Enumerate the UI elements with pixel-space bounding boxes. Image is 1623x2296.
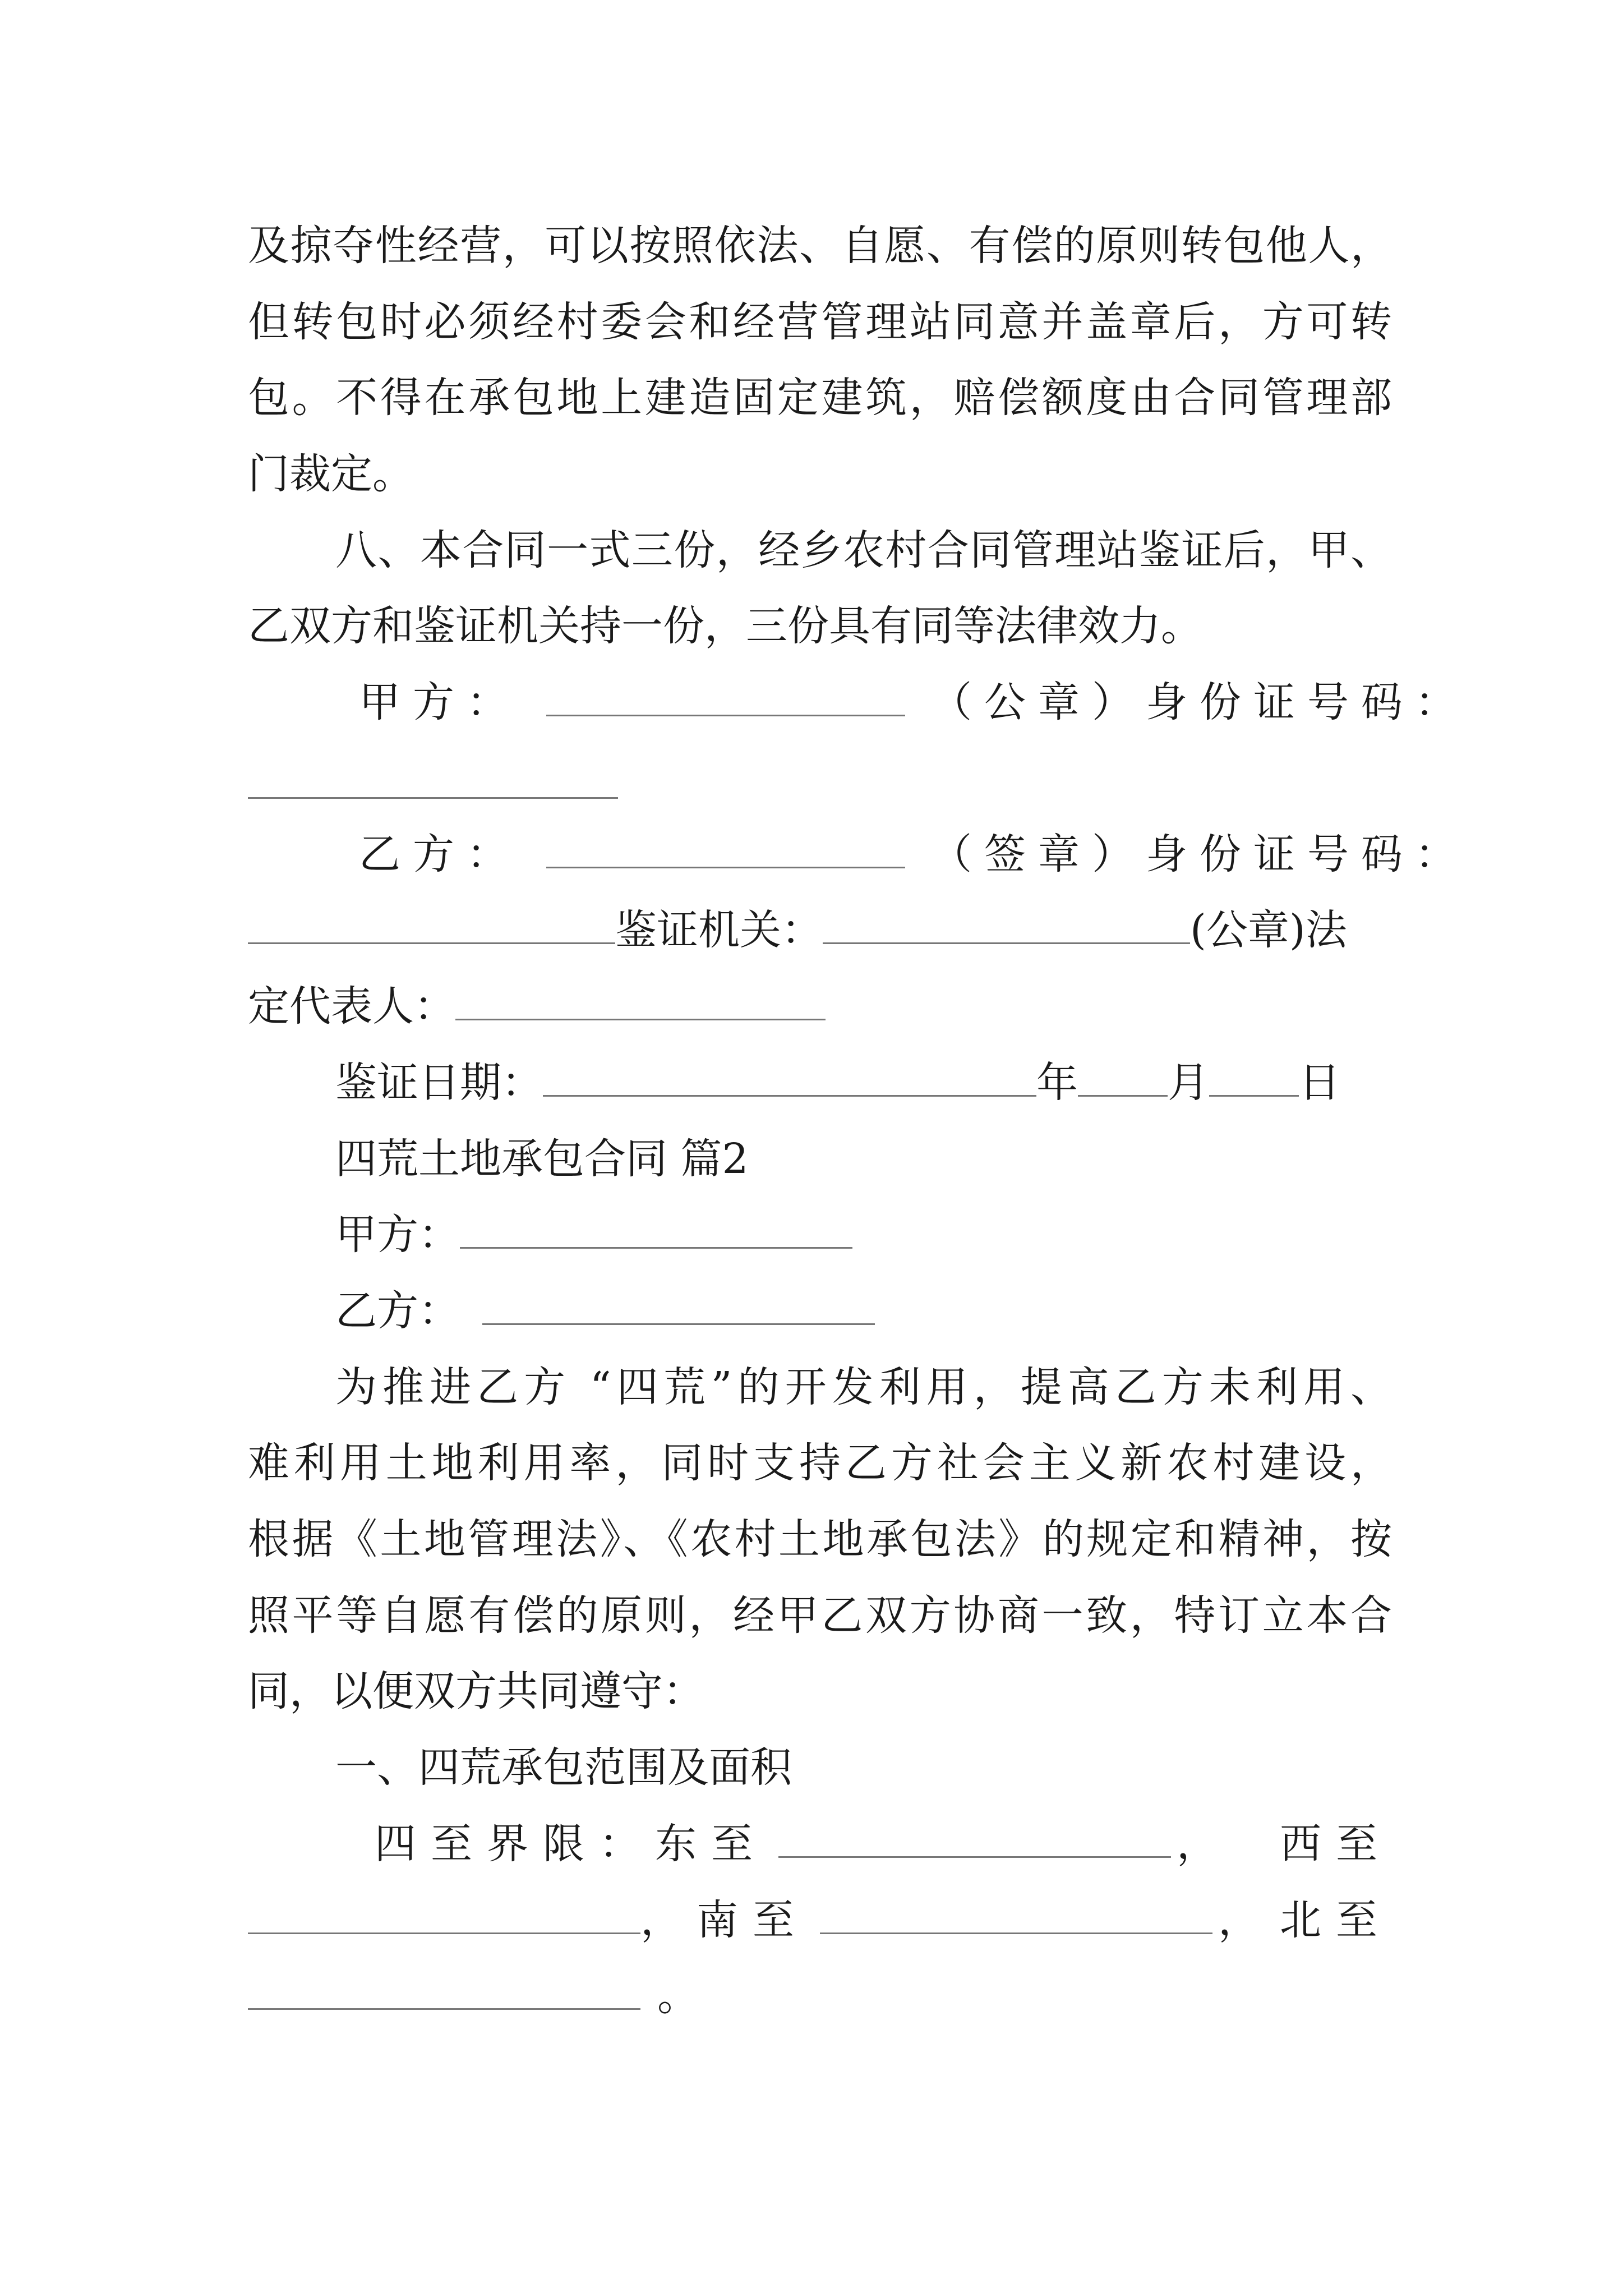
party-b-name-blank[interactable] (546, 827, 905, 868)
paragraph-line: 门裁定。 (248, 450, 414, 498)
party-b-seal-label: （签章）身份证号码： (930, 830, 1469, 878)
contract-2-party-a-row (335, 1201, 1392, 1268)
year-label: 年 (1036, 1059, 1078, 1107)
north-boundary-blank[interactable] (248, 1969, 640, 2010)
preamble-line: 同，以便双方共同遵守： (248, 1667, 704, 1715)
authority-label: 鉴证机关： (615, 906, 823, 954)
month-label: 月 (1168, 1059, 1209, 1107)
party-a-name-blank[interactable] (546, 675, 905, 716)
section-1-heading: 一、四荒承包范围及面积 (335, 1743, 792, 1792)
north-label: 北至 (1280, 1896, 1392, 1944)
contract-2-party-a-blank[interactable] (460, 1208, 852, 1249)
legal-rep-blank[interactable] (455, 979, 826, 1020)
date-blank[interactable] (543, 1056, 1036, 1097)
preamble-line: 根据《土地管理法》、《农村土地承包法》的规定和精神，按 (248, 1515, 1392, 1563)
contract-2-title: 四荒土地承包合同 篇2 (335, 1135, 749, 1183)
day-label: 日 (1299, 1059, 1340, 1107)
party-a-seal-label: （公章）身份证号码： (930, 678, 1469, 726)
east-boundary-blank[interactable] (778, 1817, 1171, 1858)
boundaries-row-1 (375, 1810, 1392, 1878)
month-blank[interactable] (1078, 1056, 1168, 1097)
legal-rep-row (248, 973, 1392, 1040)
boundaries-row-3 (248, 1962, 1392, 2030)
date-row (335, 1049, 1392, 1116)
paragraph-line: 包。不得在承包地上建造固定建筑，赔偿额度由合同管理部 (248, 374, 1392, 422)
party-b-signature-row (359, 821, 1469, 888)
contract-2-party-b-label: 乙方： (335, 1287, 460, 1335)
south-boundary-blank[interactable] (820, 1893, 1212, 1934)
contract-2-party-a-label: 甲方： (335, 1211, 460, 1259)
party-a-id-blank[interactable] (248, 797, 618, 799)
comma: ， (1218, 1896, 1274, 1944)
party-b-id-blank[interactable] (248, 903, 615, 944)
comma: ， (1177, 1820, 1233, 1868)
contract-2-party-b-blank[interactable] (482, 1284, 875, 1325)
party-b-label: 乙方： (359, 830, 520, 878)
paragraph-line: 但转包时必须经村委会和经营管理站同意并盖章后，方可转 (248, 298, 1392, 346)
contract-2-party-b-row (335, 1277, 1392, 1345)
legal-rep-label: 定代表人： (248, 982, 455, 1030)
day-blank[interactable] (1209, 1056, 1299, 1097)
paragraph-line: 及掠夺性经营，可以按照依法、自愿、有偿的原则转包他人， (248, 222, 1392, 270)
party-a-signature-row (359, 669, 1469, 736)
authority-name-blank[interactable] (823, 903, 1190, 944)
west-boundary-blank[interactable] (248, 1893, 640, 1934)
preamble-line: 照平等自愿有偿的原则，经甲乙双方协商一致，特订立本合 (248, 1591, 1392, 1640)
clause-8-line: 八、本合同一式三份，经乡农村合同管理站鉴证后，甲、 (335, 526, 1392, 574)
boundaries-label: 四至界限： (375, 1820, 655, 1868)
preamble-line: 为推进乙方 “四荒”的开发利用，提高乙方未利用、 (335, 1363, 1392, 1411)
east-label: 东至 (655, 1820, 767, 1868)
west-label: 西至 (1280, 1820, 1392, 1868)
comma: ， (640, 1896, 697, 1944)
date-label: 鉴证日期： (335, 1059, 543, 1107)
clause-8-line: 乙双方和鉴证机关持一份，三份具有同等法律效力。 (248, 602, 1202, 650)
period: 。 (657, 1972, 699, 2020)
authority-seal-label: (公章)法 (1190, 906, 1347, 954)
preamble-line: 难利用土地利用率，同时支持乙方社会主义新农村建设， (248, 1439, 1392, 1487)
boundaries-row-2 (248, 1887, 1392, 1954)
party-a-label: 甲方： (359, 678, 520, 726)
south-label: 南至 (697, 1896, 809, 1944)
authority-row (248, 896, 1392, 964)
